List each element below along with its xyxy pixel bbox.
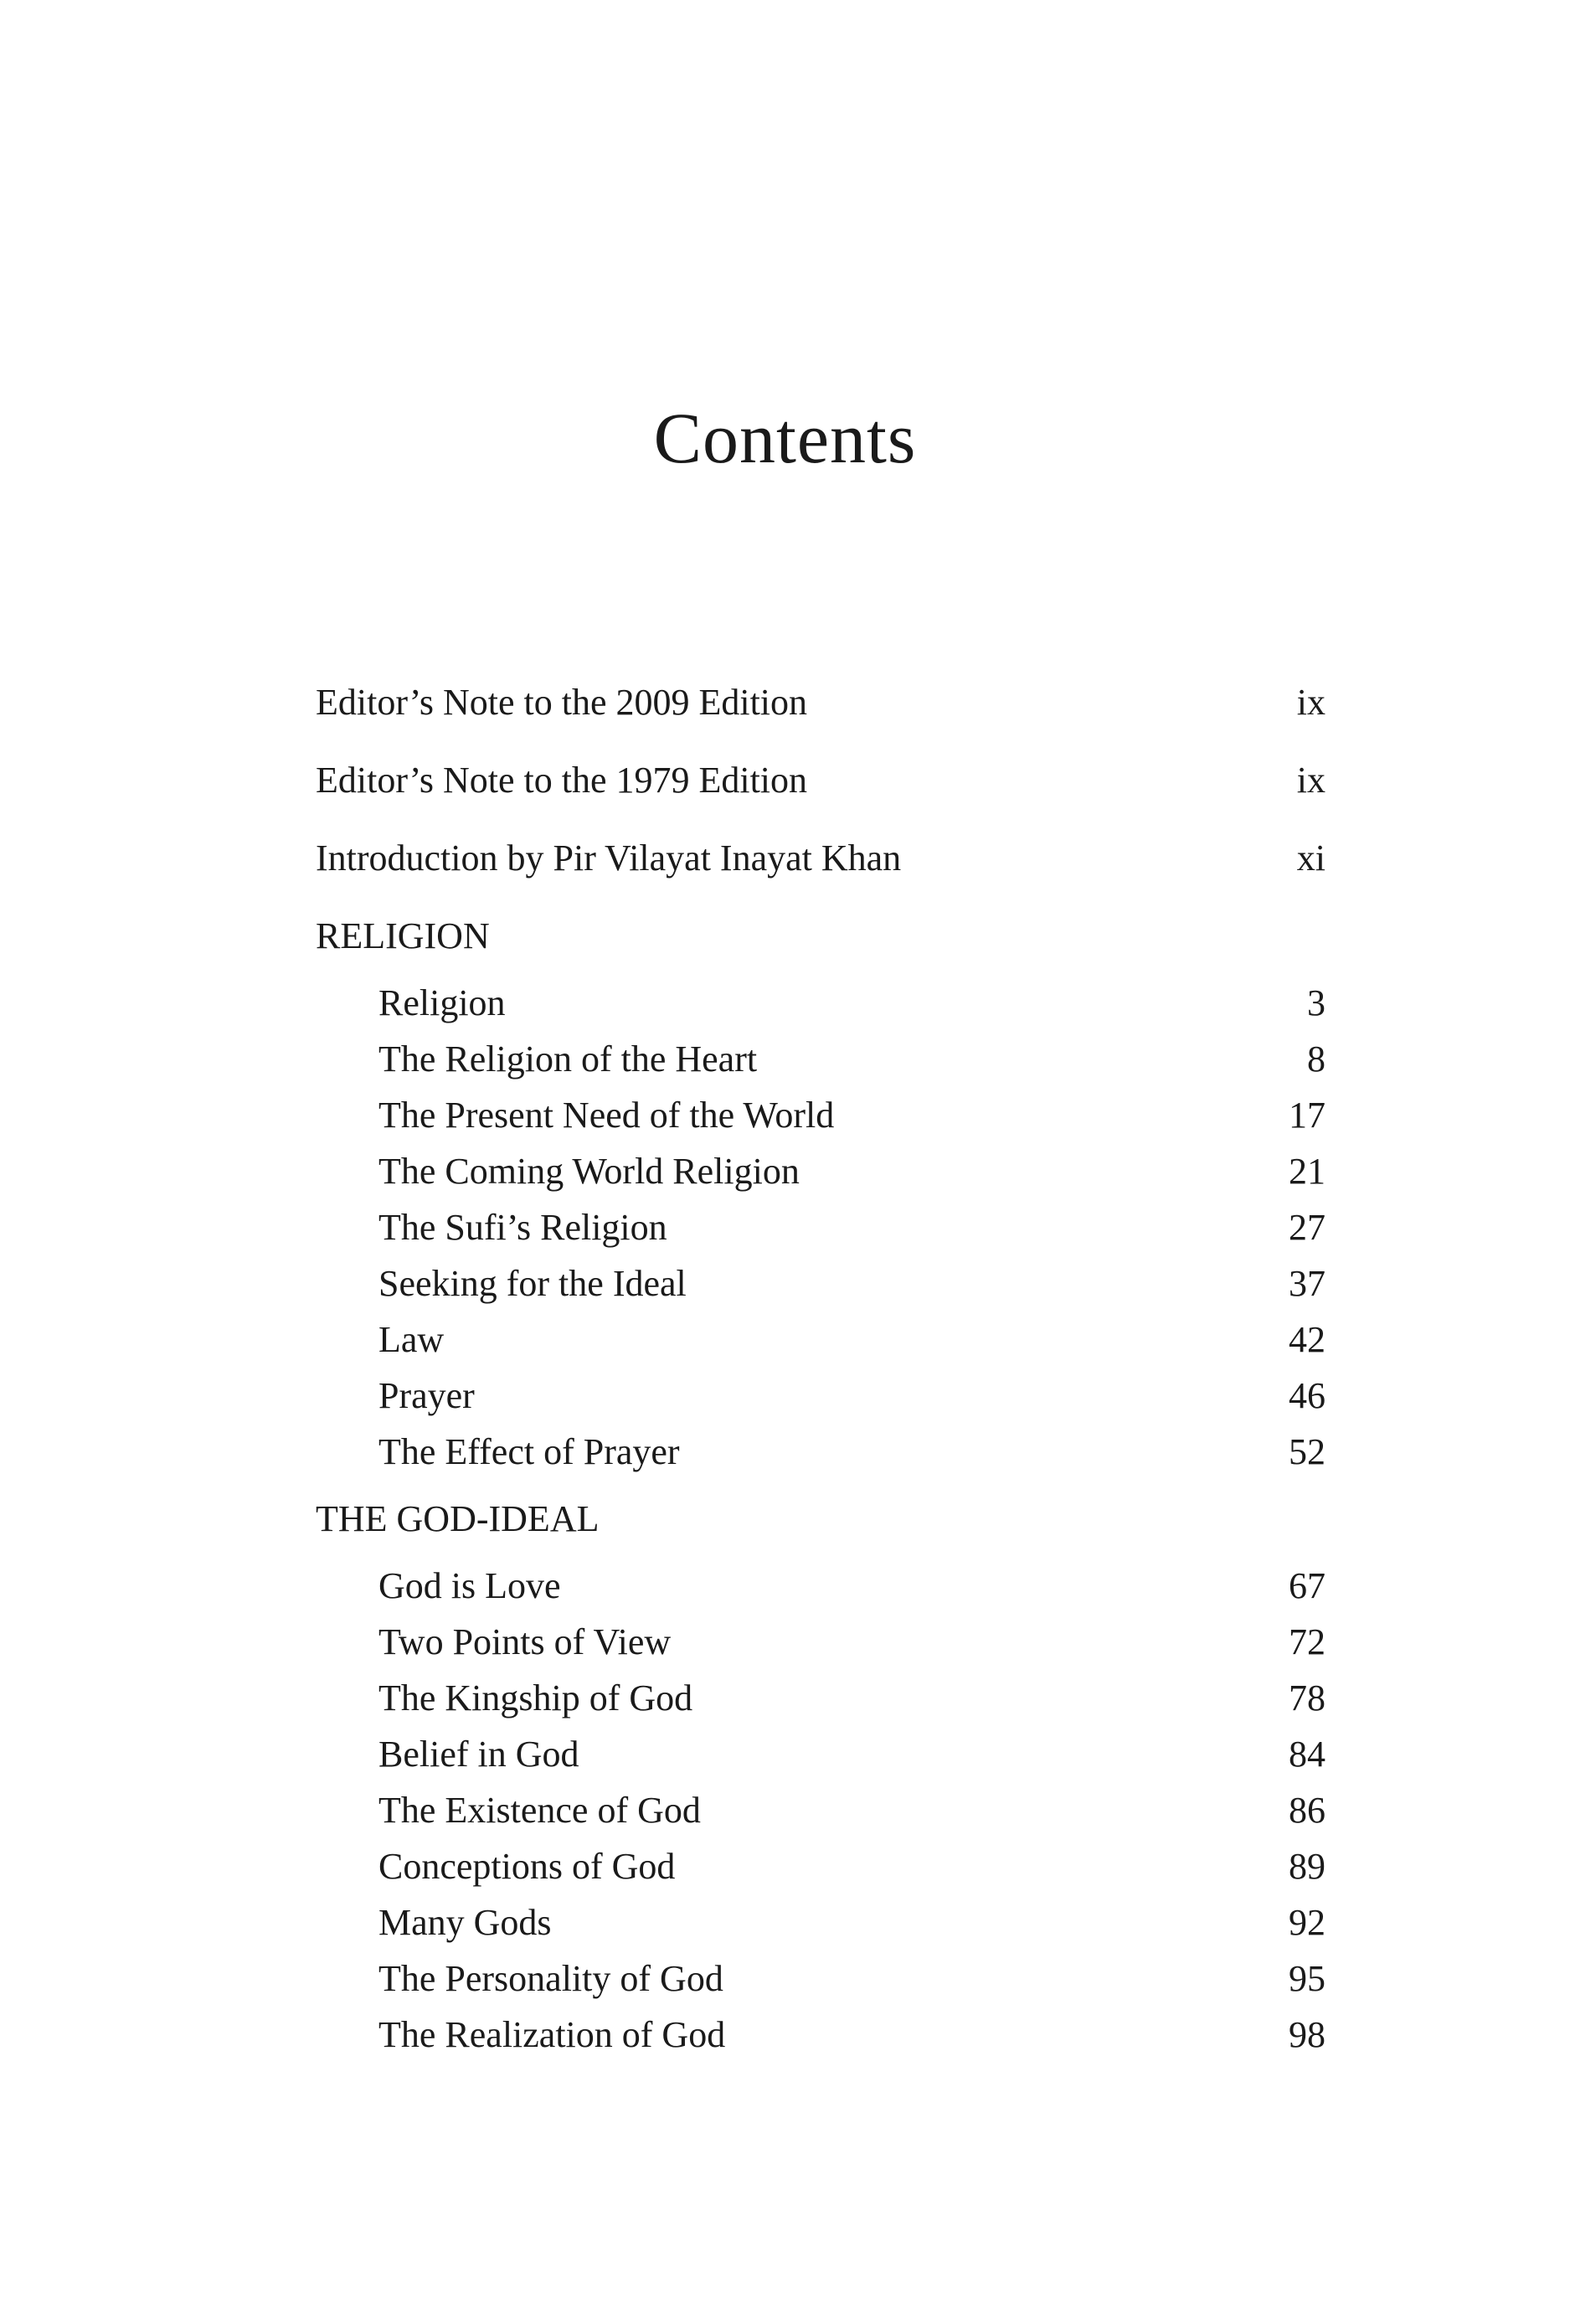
toc-entry-page: 17 <box>1289 1095 1325 1136</box>
toc-entry-title: Two Points of View <box>378 1621 672 1662</box>
toc-entry-page: ix <box>1296 760 1325 801</box>
toc-entry[interactable] <box>316 1950 1325 2007</box>
toc-entry-page: 21 <box>1289 1151 1325 1192</box>
toc-entry-title: The Personality of God <box>378 1958 723 1999</box>
toc-entry-title: The Realization of God <box>378 2014 726 2055</box>
toc-entry-title: Prayer <box>378 1375 475 1416</box>
toc-entry-page: 37 <box>1289 1263 1325 1304</box>
toc-entry[interactable] <box>316 663 1325 741</box>
toc-entry-page: 72 <box>1289 1621 1325 1662</box>
toc-entry-title: Editor’s Note to the 2009 Edition <box>316 682 808 723</box>
toc-entry-title: Law <box>378 1319 445 1360</box>
toc-entry-page: 84 <box>1289 1734 1325 1775</box>
toc-entry-title: Seeking for the Ideal <box>378 1263 687 1304</box>
toc-entry-page: 52 <box>1289 1431 1325 1472</box>
toc-entry-page: ix <box>1296 682 1325 723</box>
toc-entry[interactable] <box>316 1424 1325 1480</box>
toc-entry[interactable] <box>316 1558 1325 1614</box>
toc-entry[interactable] <box>316 1087 1325 1143</box>
toc-entry[interactable] <box>316 1368 1325 1424</box>
section-heading-god-ideal: THE GOD-IDEAL <box>316 1498 600 1539</box>
toc-entry-page: 42 <box>1289 1319 1325 1360</box>
toc-entry-title: Editor’s Note to the 1979 Edition <box>316 760 808 801</box>
toc-entry[interactable] <box>316 1782 1325 1838</box>
toc-entry-page: 67 <box>1289 1565 1325 1606</box>
toc-entry-title: Many Gods <box>378 1902 552 1943</box>
toc-entry-title: Introduction by Pir Vilayat Inayat Khan <box>316 837 902 879</box>
toc-entry-title: Belief in God <box>378 1734 579 1775</box>
toc-entry-page: 89 <box>1289 1846 1325 1887</box>
toc-entry-title: Conceptions of God <box>378 1846 676 1887</box>
toc-entry-title: The Sufi’s Religion <box>378 1207 667 1248</box>
toc-entry-title: The Coming World Religion <box>378 1151 800 1192</box>
toc-entry[interactable] <box>316 2007 1325 2063</box>
toc-entry[interactable] <box>316 1143 1325 1199</box>
toc-entry[interactable] <box>316 1255 1325 1311</box>
toc-entry[interactable] <box>316 975 1325 1031</box>
toc-entry[interactable] <box>316 1199 1325 1255</box>
toc-entry[interactable] <box>316 1894 1325 1950</box>
toc-entry-page: 95 <box>1289 1958 1325 1999</box>
toc-entry[interactable] <box>316 1614 1325 1670</box>
toc-entry-page: 86 <box>1289 1790 1325 1831</box>
page-title: Contents <box>653 398 917 478</box>
toc-entry-title: The Kingship of God <box>378 1677 693 1719</box>
toc-entry[interactable] <box>316 819 1325 897</box>
section-heading-religion: RELIGION <box>316 915 490 956</box>
toc-entry-page: 46 <box>1289 1375 1325 1416</box>
toc-entry-title: The Existence of God <box>378 1790 701 1831</box>
toc-entry-title: The Effect of Prayer <box>378 1431 680 1472</box>
toc-entry-page: 92 <box>1289 1902 1325 1943</box>
toc-entry-page: 3 <box>1307 982 1325 1023</box>
toc-entry-page: 78 <box>1289 1677 1325 1719</box>
toc-entry[interactable] <box>316 1838 1325 1894</box>
toc-entry[interactable] <box>316 1031 1325 1087</box>
toc-entry[interactable] <box>316 741 1325 819</box>
table-of-contents <box>316 663 1325 2063</box>
toc-entry-page: 27 <box>1289 1207 1325 1248</box>
toc-entry-title: The Religion of the Heart <box>378 1038 758 1080</box>
toc-entry-page: 98 <box>1289 2014 1325 2055</box>
toc-entry-page: 8 <box>1307 1038 1325 1080</box>
toc-entry-title: God is Love <box>378 1565 561 1606</box>
toc-entry[interactable] <box>316 1311 1325 1368</box>
toc-entry[interactable] <box>316 1726 1325 1782</box>
toc-entry-page: xi <box>1296 837 1325 879</box>
toc-entry-title: Religion <box>378 982 506 1023</box>
toc-entry[interactable] <box>316 1670 1325 1726</box>
toc-entry-title: The Present Need of the World <box>378 1095 835 1136</box>
